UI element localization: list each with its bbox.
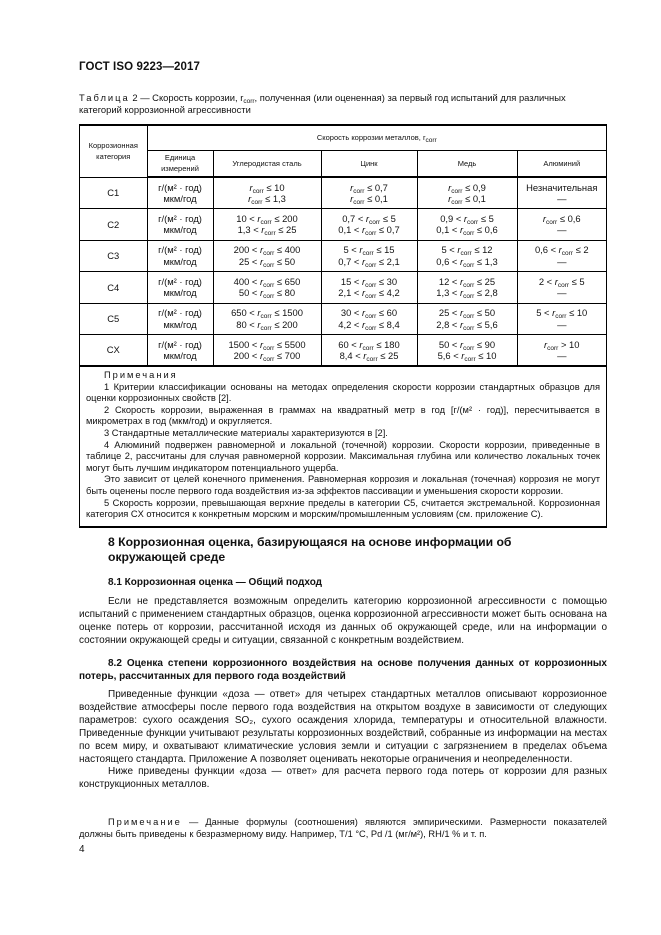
- rate-line: $10 < r_{corr} \le 200$: [236, 212, 298, 226]
- unit-cell: [147, 335, 213, 367]
- table-row: [80, 272, 606, 304]
- note-4: 4 Алюминий подвержен равномерной и локальной (точечной) коррозии. Скорости коррозии, приведенные в таблице 2, рассчитаны для случая равномерной коррозии. Максимальная глубина или количество локальных точек могут быть лучшим индикатором потенциального ущерба.: [86, 439, 600, 473]
- rate-line: $1500 < r_{corr} \le 5500$: [228, 338, 306, 352]
- rate-line: $15 < r_{corr} \le 30$: [340, 275, 398, 289]
- rate-cell-copper: [417, 240, 517, 272]
- section-8-2-paragraph-2: Ниже приведены функции «доза — ответ» для расчета первого года потерь от коррозии для разных конструкционных металлов.: [79, 766, 607, 791]
- rate-cell-steel: [213, 272, 321, 304]
- unit-cell: [147, 303, 213, 335]
- rate-cell-zinc: [321, 240, 417, 272]
- category-cell: C2: [80, 209, 147, 241]
- section-8-1-title: 8.1 Коррозионная оценка — Общий подход: [108, 577, 323, 588]
- category-cell: C5: [80, 303, 147, 335]
- header-rate-title: [147, 126, 606, 150]
- table-row: [80, 209, 606, 241]
- rate-line: $r_{corr} > 10$: [544, 338, 580, 352]
- unit-line: мкм/год: [163, 287, 197, 299]
- rate-line: $0,7 < r_{corr} \le 5$: [342, 212, 396, 226]
- caption-text-a: 2 — Скорость коррозии, r: [129, 92, 244, 103]
- rate-cell-copper: [417, 335, 517, 367]
- category-cell: CX: [80, 335, 147, 367]
- note-5: 5 Скорость коррозии, превышающая верхние пределы в категории C5, считается экстремальной. Коррозионная категория CX относится к конкретным морским и морским/промышленным условиям (см. приложение C).: [86, 497, 600, 520]
- rate-line: $1,3 < r_{corr} \le 25$: [237, 224, 297, 238]
- rate-line: $5,6 < r_{corr} \le 10$: [437, 350, 497, 363]
- rate-line: $50 < r_{corr} \le 80$: [238, 287, 296, 301]
- rate-cell-aluminium: [517, 272, 606, 304]
- rate-cell-copper: [417, 303, 517, 335]
- unit-cell: [147, 272, 213, 304]
- header-rate-sub: corr: [425, 137, 437, 144]
- unit-line: мкм/год: [163, 255, 197, 267]
- rate-cell-zinc: [321, 272, 417, 304]
- rate-line: $0,6 < r_{corr} \le 1,3$: [436, 255, 498, 269]
- rate-cell-aluminium: [517, 209, 606, 241]
- table-row: [80, 335, 606, 367]
- rate-line: $650 < r_{corr} \le 1500$: [231, 307, 303, 321]
- rate-line: $200 < r_{corr} \le 700$: [233, 350, 301, 363]
- rate-line: $0,6 < r_{corr} \le 2$: [534, 244, 589, 258]
- section-8-2-note: [79, 816, 607, 840]
- corrosion-rate-table: [79, 124, 607, 528]
- rate-line: $200 < r_{corr} \le 400$: [233, 244, 301, 258]
- rate-line: $5 < r_{corr} \le 12$: [441, 244, 493, 258]
- header-metal-aluminium: Алюминий: [517, 150, 606, 177]
- note-label: Примечание: [108, 817, 182, 827]
- rate-line: $4,2 < r_{corr} \le 8,4$: [338, 318, 400, 332]
- unit-line: мкм/год: [163, 193, 197, 204]
- table-row: [80, 240, 606, 272]
- unit-line: г/(м² · год): [158, 275, 202, 287]
- rate-line: —: [557, 224, 567, 236]
- rate-line: $5 < r_{corr} \le 10$: [536, 307, 588, 321]
- rate-cell-copper: [417, 272, 517, 304]
- rate-line: $8,4 < r_{corr} \le 25$: [339, 350, 399, 363]
- rate-cell-steel: [213, 209, 321, 241]
- rate-cell-copper: [417, 177, 517, 209]
- table-row: [80, 303, 606, 335]
- category-cell: C1: [80, 177, 147, 209]
- note-4-continued: Это зависит от целей конечного применения. Равномерная коррозия и локальная (точечная) коррозия не могут быть оценены после первого года воздействия из-за эффектов пассивации и уменьшения скорости коррозии.: [86, 474, 600, 496]
- standard-header: ГОСТ ISO 9223—2017: [79, 61, 201, 73]
- section-8-title: 8 Коррозионная оценка, базирующаяся на основе информации об окружающей среде: [108, 535, 512, 564]
- rate-cell-aluminium: [517, 240, 606, 272]
- rate-line: $50 < r_{corr} \le 90$: [438, 338, 496, 352]
- rate-line: $0,1 < r_{corr} \le 0,7$: [338, 224, 400, 238]
- rate-cell-copper: [417, 209, 517, 241]
- rate-line: $60 < r_{corr} \le 180$: [338, 338, 400, 352]
- unit-line: г/(м² · год): [158, 307, 202, 319]
- unit-cell: [147, 177, 213, 209]
- rate-line: $25 < r_{corr} \le 50$: [238, 255, 296, 269]
- rate-cell-steel: [213, 335, 321, 367]
- rate-line: $0,7 < r_{corr} \le 2,1$: [338, 255, 400, 269]
- rate-cell-steel: [213, 240, 321, 272]
- rate-line: —: [557, 318, 567, 330]
- header-rate-text: Скорость коррозии металлов, r: [316, 133, 426, 142]
- table-caption: [79, 92, 607, 116]
- rate-line: Незначительная: [526, 181, 598, 193]
- section-8-1-body: [79, 596, 607, 648]
- note-3: 3 Стандартные металлические материалы характеризуются в [2].: [104, 427, 388, 438]
- note-2: 2 Скорость коррозии, выраженная в граммах на квадратный метр в год [г/(м² · год)], пересчитывается в микрометрах в год (мкм/год) и округляется.: [86, 404, 600, 427]
- rate-line: $r_{corr} \le 0,9$: [448, 181, 486, 195]
- caption-sub: corr: [243, 98, 255, 105]
- unit-cell: [147, 240, 213, 272]
- note-1: 1 Критерии классификации основаны на методах определения скорости коррозии стандартных образцов для оценки коррозионных свойств [2].: [86, 381, 600, 404]
- header-category: Коррозионная категория: [80, 126, 147, 177]
- header-metal-zinc: Цинк: [321, 150, 417, 177]
- category-cell: C4: [80, 272, 147, 304]
- header-metal-steel: Углеродистая сталь: [213, 150, 321, 177]
- rate-line: $r_{corr} \le 1,3$: [248, 193, 286, 206]
- section-8-2-title: 8.2 Оценка степени коррозионного воздействия на основе получения данных от коррозионных потерь, рассчитанных для первого года воздействий: [79, 658, 607, 682]
- rate-cell-aluminium: [517, 335, 606, 367]
- unit-line: г/(м² · год): [158, 181, 202, 193]
- rate-cell-steel: [213, 177, 321, 209]
- header-unit: Единица измерений: [147, 150, 213, 177]
- rate-line: —: [557, 193, 567, 204]
- table-notes: [80, 367, 606, 526]
- rate-line: $400 < r_{corr} \le 650$: [233, 275, 301, 289]
- section-8-2-paragraph-1: Приведенные функции «доза — ответ» для четырех стандартных металлов описывают коррозионное воздействие атмосферы после первого года воздействия на открытом воздухе в зависимости от следующих параметров: сухого осаждения SO₂, сухого осаждения хлорида, температуры и относительной влажности. Приведенные функции учитывают результаты коррозионных воздействий, собранные из информации на местах по всем миру, и охватывают климатические условия земли и ситуации с загрязнением в пределах объема настоящего стандарта. Приложение А позволяет оценивать некоторые ограничения и неопределенности.: [79, 689, 607, 765]
- rate-line: $1,3 < r_{corr} \le 2,8$: [436, 287, 498, 301]
- rate-line: $30 < r_{corr} \le 60$: [340, 307, 398, 321]
- rate-line: $r_{corr} \le 0,6$: [542, 212, 581, 226]
- notes-cell: [80, 366, 606, 526]
- rate-cell-aluminium: [517, 303, 606, 335]
- caption-label: Таблица: [79, 92, 130, 103]
- rate-line: $r_{corr} \le 0,7$: [350, 181, 388, 195]
- section-8-1-paragraph: Если не представляется возможным определить категорию коррозионной агрессивности с помощью испытаний с применением стандартных образцов, оценка коррозионной агрессивности может быть основана на оценке потерь от коррозии, рассчитанной исходя из данных об окружающей среде, или на информации о состоянии окружающей среды и ситуации, связанной с конкретным воздействием.: [79, 596, 607, 646]
- rate-cell-zinc: [321, 303, 417, 335]
- rate-line: $12 < r_{corr} \le 25$: [438, 275, 496, 289]
- rate-line: $2,8 < r_{corr} \le 5,6$: [436, 318, 498, 332]
- rate-cell-zinc: [321, 209, 417, 241]
- rate-cell-zinc: [321, 177, 417, 209]
- rate-line: $r_{corr} \le 0,1$: [350, 193, 388, 206]
- note-text: — Данные формулы (соотношения) являются эмпирическими. Размерности показателей должны быть приведены к безразмерному виду. Например, T/1 °C, Pd /1 (мг/м²), RH/1 % и т. п.: [79, 817, 607, 839]
- rate-line: $80 < r_{corr} \le 200$: [236, 318, 298, 332]
- rate-line: $r_{corr} \le 10$: [249, 181, 285, 195]
- rate-line: —: [557, 350, 567, 361]
- rate-line: $2,1 < r_{corr} \le 4,2$: [338, 287, 400, 301]
- rate-line: $r_{corr} \le 0,1$: [448, 193, 486, 206]
- notes-title: Примечания: [104, 370, 178, 380]
- rate-line: $2 < r_{corr} \le 5$: [538, 275, 585, 289]
- unit-line: г/(м² · год): [158, 338, 202, 350]
- rate-line: $25 < r_{corr} \le 50$: [438, 307, 496, 321]
- caption-text-b: , полученная (или оцененная) за первый год испытаний для различных категорий коррозионной агрессивности: [79, 92, 566, 115]
- section-8-2-body: [79, 689, 607, 792]
- rate-line: $0,1 < r_{corr} \le 0,6$: [436, 224, 498, 238]
- unit-line: г/(м² · год): [158, 244, 202, 256]
- rate-cell-steel: [213, 303, 321, 335]
- header-metal-copper: Медь: [417, 150, 517, 177]
- unit-cell: [147, 209, 213, 241]
- unit-line: мкм/год: [163, 318, 197, 330]
- page-number: 4: [79, 844, 85, 855]
- rate-line: $0,9 < r_{corr} \le 5$: [440, 212, 494, 226]
- rate-cell-aluminium: [517, 177, 606, 209]
- rate-line: —: [557, 255, 567, 267]
- rate-line: —: [557, 287, 567, 299]
- unit-line: мкм/год: [163, 350, 197, 361]
- rate-cell-zinc: [321, 335, 417, 367]
- unit-line: мкм/год: [163, 224, 197, 236]
- table-row: [80, 177, 606, 209]
- category-cell: C3: [80, 240, 147, 272]
- unit-line: г/(м² · год): [158, 212, 202, 224]
- rate-line: $5 < r_{corr} \le 15$: [343, 244, 395, 258]
